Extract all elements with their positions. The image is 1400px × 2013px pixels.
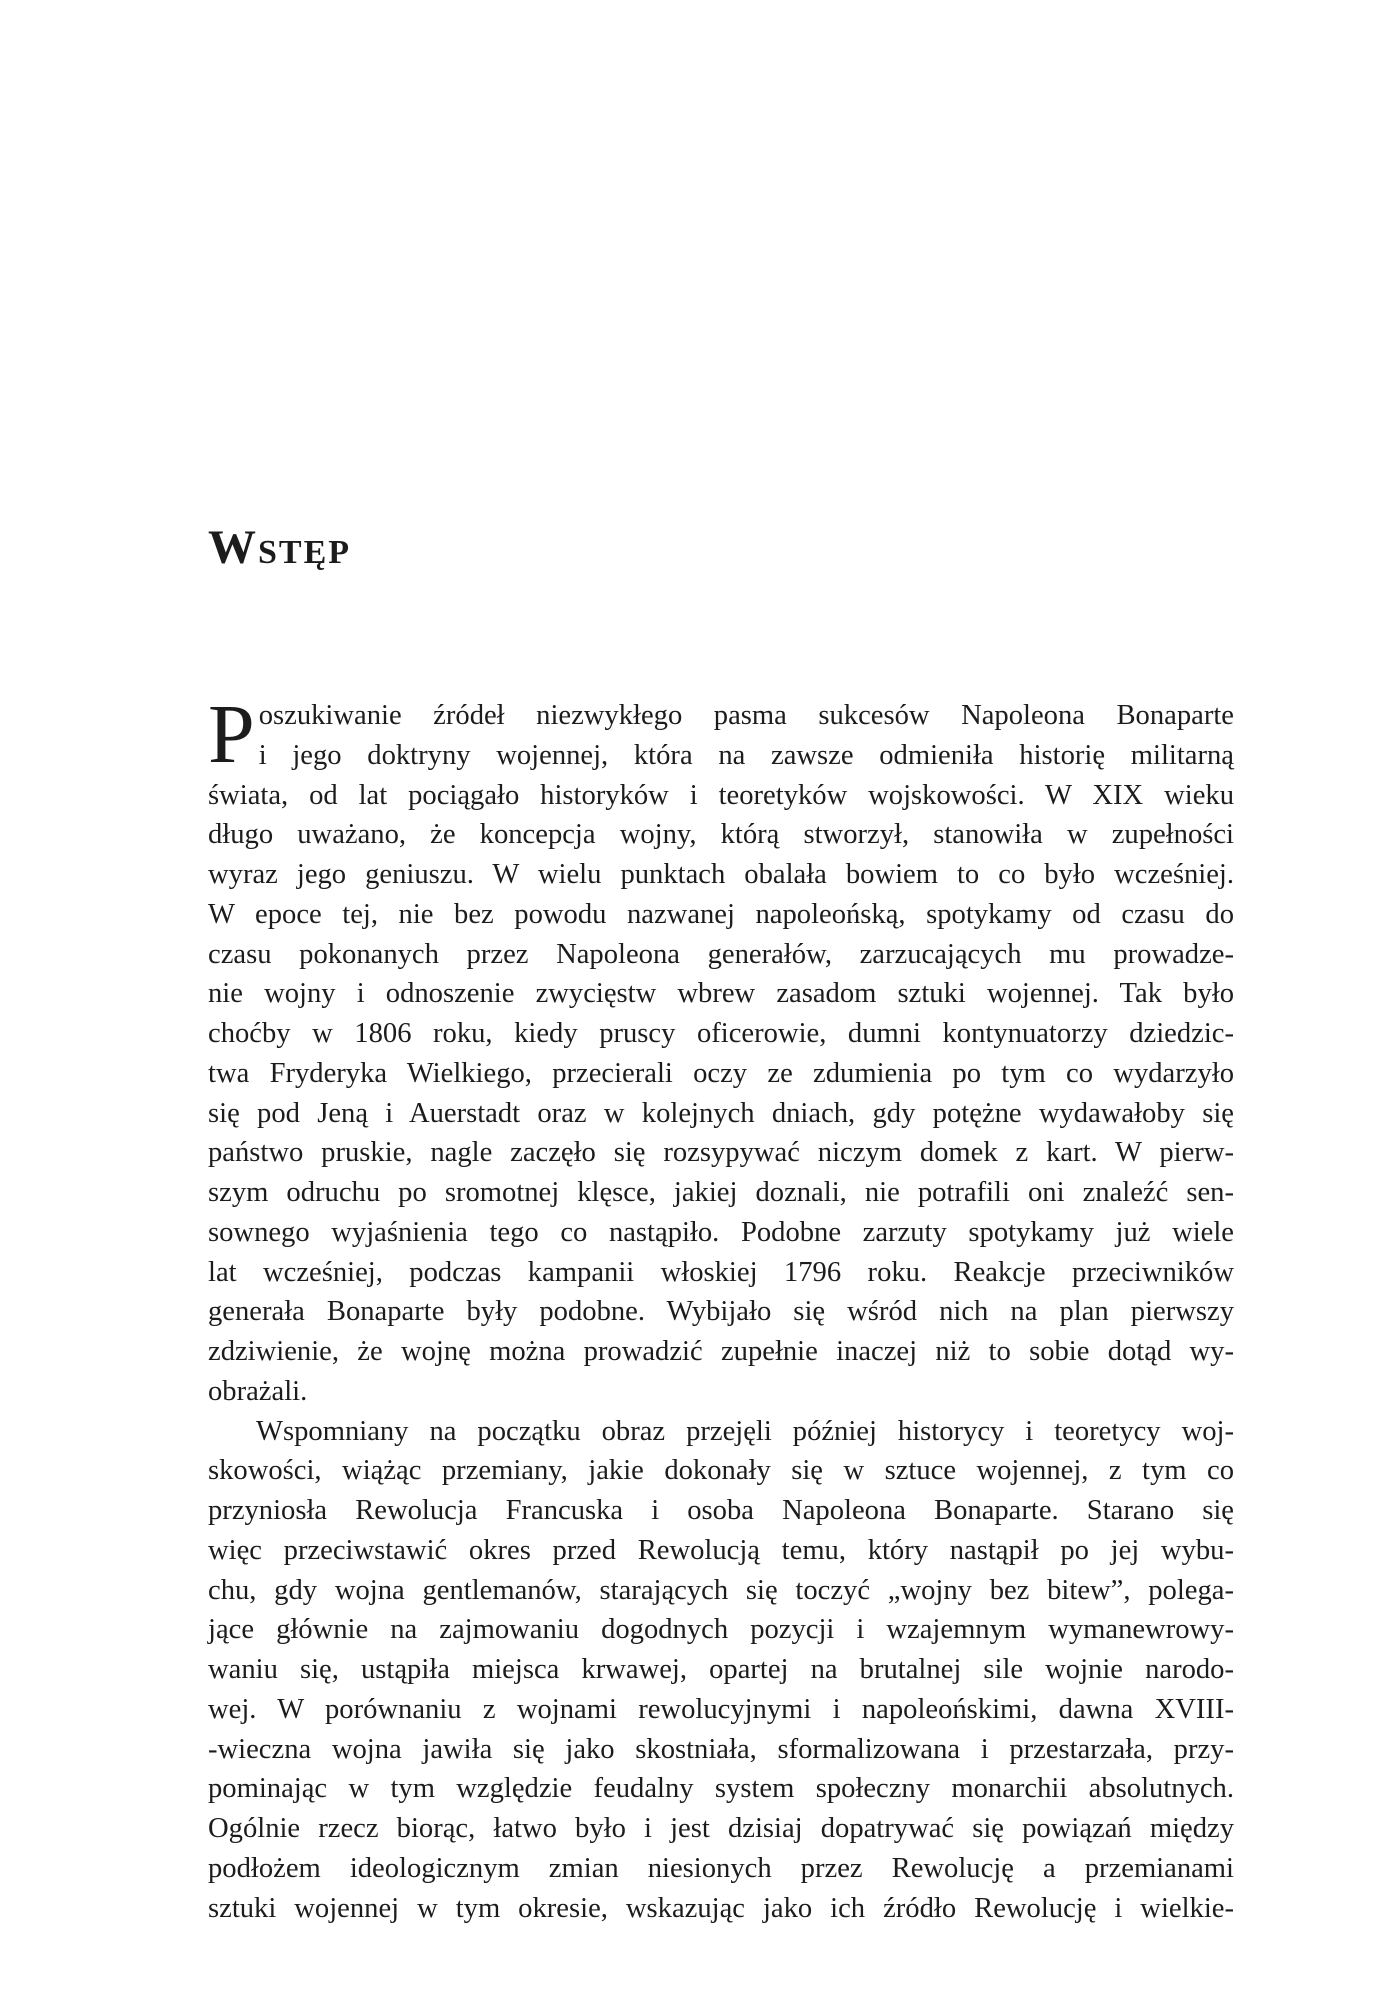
text-line: obrażali. — [208, 1375, 308, 1407]
text-line: sownego wyjaśnienia tego co nastąpiło. Podobne zarzuty spotykamy już wiele — [208, 1216, 1234, 1248]
text-line: się pod Jeną i Auerstadt oraz w kolejnych dniach, gdy potężne wydawałoby się — [208, 1097, 1234, 1129]
text-line: świata, od lat pociągało historyków i teoretyków wojskowości. W XIX wieku — [208, 779, 1234, 811]
text-line: skowości, wiążąc przemiany, jakie dokonały się w sztuce wojennej, z tym co — [208, 1455, 1234, 1487]
body-text — [208, 688, 1234, 1928]
text-line: oszukiwanie źródeł niezwykłego pasma sukcesów Napoleona Bonaparte — [258, 700, 1234, 731]
text-line: generała Bonaparte były podobne. Wybijało się wśród nich na plan pierwszy — [208, 1296, 1234, 1328]
text-line: nie wojny i odnoszenie zwycięstw wbrew zasadom sztuki wojennej. Tak było — [208, 978, 1234, 1010]
text-line: lat wcześniej, podczas kampanii włoskiej 1796 roku. Reakcje przeciwników — [208, 1256, 1234, 1288]
text-line: państwo pruskie, nagle zaczęło się rozsypywać niczym domek z kart. W pierw- — [208, 1137, 1234, 1169]
text-line: Wspomniany na początku obraz przejęli później historycy i teoretycy woj- — [256, 1415, 1234, 1447]
paragraph-1 — [208, 688, 1234, 1412]
text-line: W epoce tej, nie bez powodu nazwanej napoleońską, spotykamy od czasu do — [208, 898, 1234, 930]
text-line: i jego doktryny wojennej, która na zawsze odmieniła historię militarną — [258, 739, 1234, 771]
text-line: przyniosła Rewolucja Francuska i osoba Napoleona Bonaparte. Starano się — [208, 1495, 1234, 1526]
text-line: sztuki wojennej w tym okresie, wskazując jako ich źródło Rewolucję i wielkie- — [208, 1892, 1234, 1924]
text-line: waniu się, ustąpiła miejsca krwawej, opartej na brutalnej sile wojnie narodo- — [208, 1654, 1234, 1685]
drop-cap: P — [208, 688, 255, 781]
paragraph-2 — [208, 1412, 1234, 1929]
text-line: długo uważano, że koncepcja wojny, którą stworzył, stanowiła w zupełności — [208, 819, 1234, 851]
text-line: wyraz jego geniuszu. W wielu punktach obalała bowiem to co było wcześniej. — [208, 859, 1234, 890]
text-line: choćby w 1806 roku, kiedy pruscy oficerowie, dumni kontynuatorzy dziedzic- — [208, 1018, 1234, 1049]
text-line: podłożem ideologicznym zmian niesionych przez Rewolucję a przemianami — [208, 1852, 1234, 1884]
text-line: szym odruchu po sromotnej klęsce, jakiej doznali, nie potrafili oni znaleźć sen- — [208, 1177, 1234, 1208]
text-line: -wieczna wojna jawiła się jako skostniała, sformalizowana i przestarzała, przy- — [208, 1733, 1234, 1765]
text-line: chu, gdy wojna gentlemanów, starających się toczyć „wojny bez bitew”, polega- — [208, 1574, 1234, 1606]
text-line: wej. W porównaniu z wojnami rewolucyjnymi i napoleońskimi, dawna XVIII- — [208, 1693, 1234, 1725]
chapter-title: Wstęp — [208, 521, 352, 574]
text-line: pominając w tym względzie feudalny system społeczny monarchii absolutnych. — [208, 1773, 1234, 1805]
text-line: czasu pokonanych przez Napoleona generałów, zarzucających mu prowadze- — [208, 938, 1234, 970]
text-line: zdziwienie, że wojnę można prowadzić zupełnie inaczej niż to sobie dotąd wy- — [208, 1336, 1234, 1367]
text-line: Ogólnie rzecz biorąc, łatwo było i jest dzisiaj dopatrywać się powiązań między — [208, 1813, 1234, 1844]
text-line: więc przeciwstawić okres przed Rewolucją temu, który nastąpił po jej wybu- — [208, 1534, 1234, 1566]
text-line: twa Fryderyka Wielkiego, przecierali oczy ze zdumienia po tym co wydarzyło — [208, 1057, 1234, 1089]
text-line: jące głównie na zajmowaniu dogodnych pozycji i wzajemnym wymanewrowy- — [208, 1614, 1234, 1646]
